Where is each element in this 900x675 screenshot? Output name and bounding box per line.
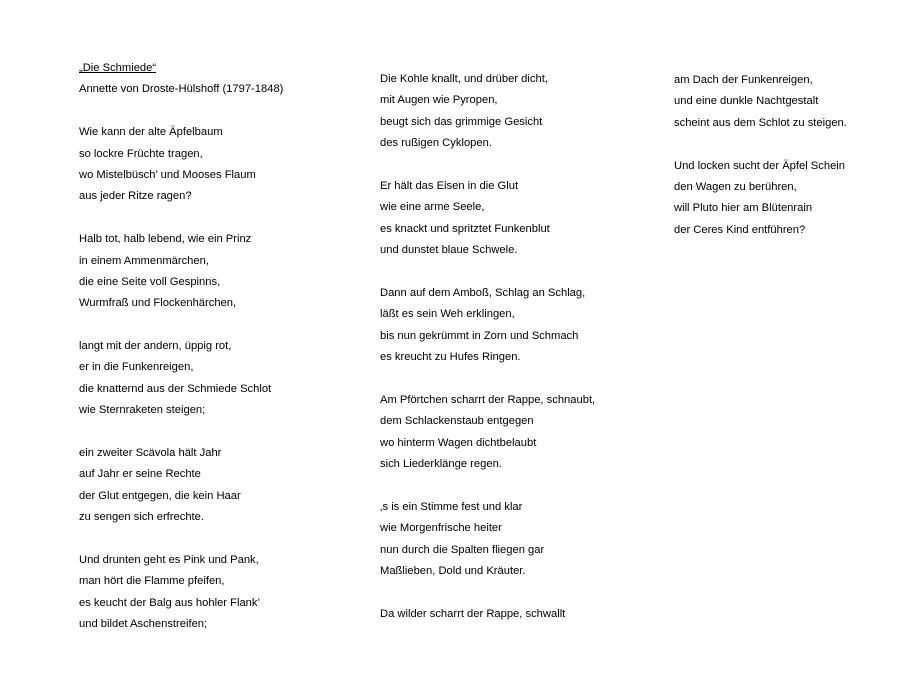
stanza (380, 497, 650, 583)
poem-line: in einem Ammenmärchen, (79, 254, 209, 267)
poem-line: so lockre Früchte tragen, (79, 147, 203, 160)
poem-line: wie Morgenfrische heiter (380, 522, 502, 535)
poem-line: Und locken sucht der Äpfel Schein (674, 159, 846, 172)
poem-line: Dann auf dem Amboß, Schlag an Schlag, (380, 286, 586, 299)
poem-line: Wie kann der alte Äpfelbaum (79, 126, 223, 139)
poem-line: Maßlieben, Dold und Kräuter. (380, 564, 526, 577)
stanza (380, 69, 650, 155)
poem-line: es knackt und spritztet Funkenblut (380, 222, 550, 235)
stanza (380, 176, 650, 262)
poem-line: den Wagen zu berühren, (674, 180, 797, 193)
stanza-gap (79, 422, 349, 443)
poem-line: am Dach der Funkenreigen, (674, 74, 813, 86)
poem-line: und bildet Aschenstreifen; (79, 618, 208, 631)
poem-line: der Ceres Kind entführen? (674, 223, 806, 236)
poem-line: der Glut entgegen, die kein Haar (79, 489, 241, 502)
stanza-gap (380, 475, 650, 496)
poem-line: die knatternd aus der Schmiede Schlot (79, 382, 272, 395)
poem-line: und eine dunkle Nachtgestalt (674, 95, 819, 108)
poem-line: Wurmfraß und Flockenhärchen, (79, 297, 237, 310)
poem-line: aus jeder Ritze ragen? (79, 190, 192, 203)
poem-line: wie Sternraketen steigen; (79, 404, 206, 417)
poem-line: will Pluto hier am Blütenrain (674, 202, 813, 215)
poem-line: auf Jahr er seine Rechte (79, 468, 201, 481)
stanza (674, 70, 894, 134)
poem-line: und dunstet blaue Schwele. (380, 244, 518, 257)
stanza-gap (674, 134, 894, 155)
poem-line: wo Mistelbüsch’ und Mooses Flaum (79, 168, 256, 181)
poem-line: Die Kohle knallt, und drüber dicht, (380, 73, 548, 85)
stanza-gap (79, 101, 349, 122)
poem-line: langt mit der andern, üppig rot, (79, 340, 232, 353)
stanza (79, 550, 349, 636)
stanza (380, 390, 650, 476)
stanza-gap (380, 262, 650, 283)
poem-line: dem Schlackenstaub entgegen (380, 415, 534, 428)
stanza (79, 443, 349, 529)
poem-line: Da wilder scharrt der Rappe, schwallt (380, 607, 566, 620)
poem-line: beugt sich das grimmige Gesicht (380, 115, 543, 128)
poem-line: die eine Seite voll Gespinns, (79, 275, 221, 288)
poem-line: es keucht der Balg aus hohler Flank’ (79, 596, 260, 609)
poem-line: man hört die Flamme pfeifen, (79, 575, 225, 588)
poem-line: läßt es sein Weh erklingen, (380, 308, 515, 321)
poem-line: bis nun gekrümmt in Zorn und Schmach (380, 329, 579, 342)
poem-line: zu sengen sich erfrechte. (79, 511, 204, 524)
poem-column-3 (674, 70, 894, 241)
stanza (380, 604, 650, 625)
poem-line: Am Pförtchen scharrt der Rappe, schnaubt, (380, 393, 596, 406)
poem-line: ‚s is ein Stimme fest und klar (380, 500, 523, 513)
poem-title: „Die Schmiede“ (79, 62, 157, 74)
poem-author: Annette von Droste-Hülshoff (1797-1848) (79, 83, 284, 96)
poem-line: wo hinterm Wagen dichtbelaubt (380, 436, 537, 449)
poem-line: des rußigen Cyklopen. (380, 137, 492, 150)
poem-column-2 (380, 69, 650, 625)
poem-line: nun durch die Spalten fliegen gar (380, 543, 545, 556)
poem-line: ein zweiter Scävola hält Jahr (79, 447, 222, 460)
poem-line: Er hält das Eisen in die Glut (380, 179, 519, 192)
poem-line: mit Augen wie Pyropen, (380, 94, 498, 107)
stanza (79, 336, 349, 422)
poem-line: scheint aus dem Schlot zu steigen. (674, 116, 847, 129)
stanza-gap (380, 155, 650, 176)
poem-column-1 (79, 58, 349, 636)
poem-line: er in die Funkenreigen, (79, 361, 194, 374)
poem-line: wie eine arme Seele, (380, 201, 485, 214)
stanza-gap (380, 582, 650, 603)
poem-line: Und drunten geht es Pink und Pank, (79, 553, 259, 566)
stanza-gap (79, 529, 349, 550)
poem-line: es kreucht zu Hufes Ringen. (380, 351, 521, 364)
stanza (79, 122, 349, 208)
poem-line: sich Liederklänge regen. (380, 458, 502, 471)
stanza (674, 156, 894, 242)
stanza-gap (380, 368, 650, 389)
stanza (380, 283, 650, 369)
stanza (79, 229, 349, 315)
poem-line: Halb tot, halb lebend, wie ein Prinz (79, 233, 252, 246)
stanza-gap (79, 208, 349, 229)
stanza-gap (79, 315, 349, 336)
